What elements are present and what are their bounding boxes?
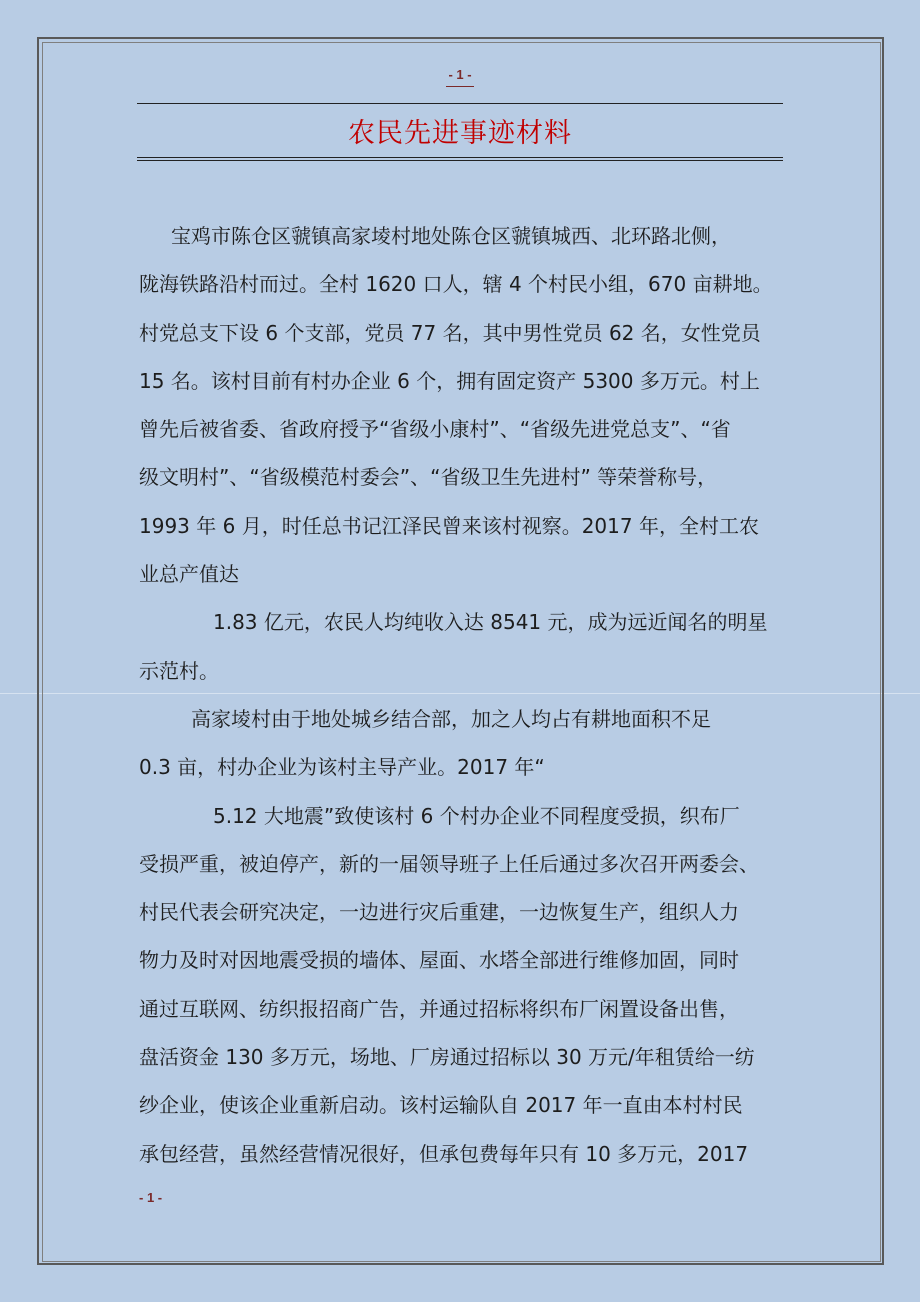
body-line: 1.83 亿元，农民人均纯收入达 8541 元，成为远近闻名的明星 [213, 610, 768, 635]
body-line: 宝鸡市陈仓区虢镇高家堎村地处陈仓区虢镇城西、北环路北侧， [171, 224, 731, 248]
body-line: 示范村。 [139, 658, 219, 683]
body-line: 15 名。该村目前有村办企业 6 个，拥有固定资产 5300 多万元。村上 [139, 368, 760, 393]
footer-page-number: - 1 - [139, 1190, 163, 1205]
body-line: 高家堎村由于地处城乡结合部，加之人均占有耕地面积不足 [191, 706, 711, 731]
body-line: 承包经营，虽然经营情况很好，但承包费每年只有 10 多万元，2017 [139, 1141, 749, 1166]
body-line: 曾先后被省委、省政府授予“省级小康村”、“省级先进党总支”、“省 [139, 417, 731, 442]
document-body [139, 212, 791, 1178]
body-line: 陇海铁路沿村而过。全村 1620 口人，辖 4 个村民小组，670 亩耕地。 [139, 272, 773, 297]
body-line: 村党总支下设 6 个支部，党员 77 名，其中男性党员 62 名，女性党员 [139, 320, 761, 345]
title-rule-bottom [137, 157, 783, 158]
title-rule-top [137, 103, 783, 104]
header-page-number: - 1 - [448, 67, 472, 82]
header-page-number-underline [446, 86, 474, 87]
document-title: 农民先进事迹材料 [348, 118, 572, 149]
body-line: 受损严重，被迫停产，新的一届领导班子上任后通过多次召开两委会、 [139, 851, 759, 876]
title-rule-bottom-second [137, 160, 783, 161]
body-line: 1993 年 6 月，时任总书记江泽民曾来该村视察。2017 年，全村工农 [139, 513, 759, 538]
body-line: 物力及时对因地震受损的墙体、屋面、水塔全部进行维修加固，同时 [139, 948, 739, 973]
body-line: 通过互联网、纺织报招商广告，并通过招标将织布厂闲置设备出售， [139, 996, 739, 1021]
body-line: 级文明村”、“省级模范村委会”、“省级卫生先进村” 等荣誉称号， [139, 465, 718, 490]
body-line: 盘活资金 130 多万元，场地、厂房通过招标以 30 万元/年租赁给一纺 [139, 1045, 755, 1070]
body-line: 纱企业，使该企业重新启动。该村运输队自 2017 年一直由本村村民 [139, 1093, 743, 1118]
body-line: 业总产值达 [139, 562, 239, 587]
body-line: 0.3 亩，村办企业为该村主导产业。2017 年“ [139, 755, 545, 780]
body-line: 5.12 大地震”致使该村 6 个村办企业不同程度受损，织布厂 [213, 803, 740, 828]
body-line: 村民代表会研究决定，一边进行灾后重建，一边恢复生产，组织人力 [139, 900, 739, 925]
